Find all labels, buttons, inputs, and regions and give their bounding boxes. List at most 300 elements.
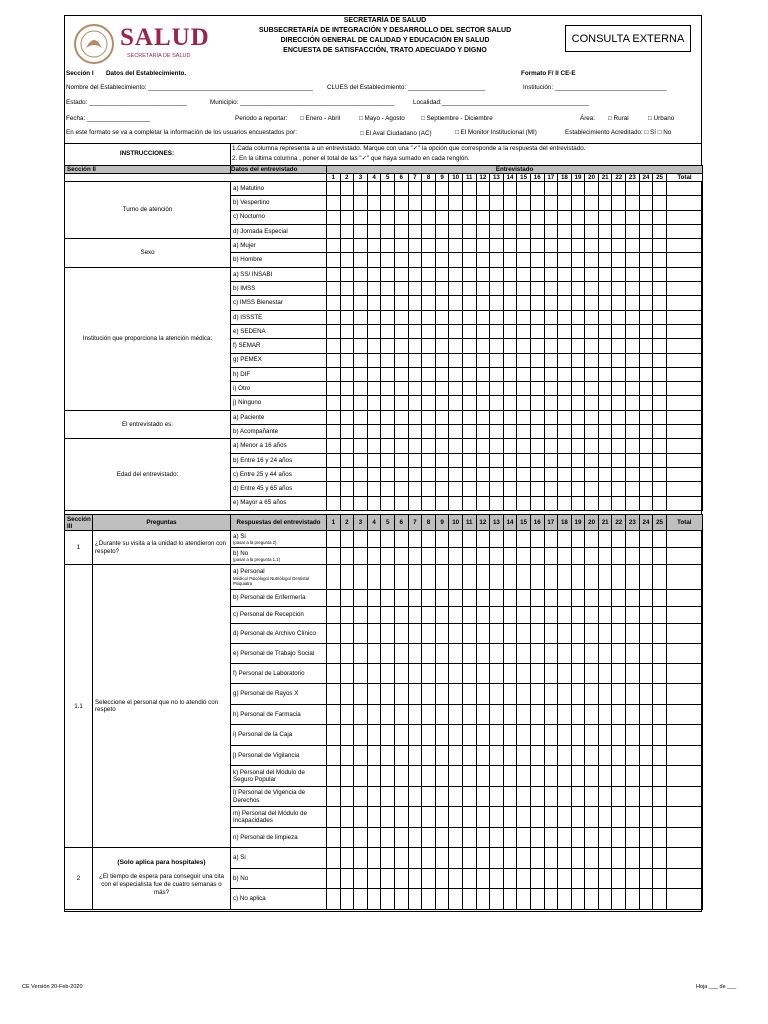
answer-cell[interactable] xyxy=(530,725,544,746)
total-cell[interactable] xyxy=(666,267,702,281)
answer-cell[interactable] xyxy=(422,253,436,267)
answer-cell[interactable] xyxy=(571,382,585,396)
answer-cell[interactable] xyxy=(490,467,504,481)
answer-cell[interactable] xyxy=(381,425,395,439)
answer-cell[interactable] xyxy=(544,210,558,224)
answer-cell[interactable] xyxy=(558,310,572,324)
answer-cell[interactable] xyxy=(544,787,558,807)
answer-cell[interactable] xyxy=(639,310,653,324)
answer-cell[interactable] xyxy=(381,324,395,338)
answer-cell[interactable] xyxy=(408,548,422,565)
answer-cell[interactable] xyxy=(490,339,504,353)
answer-cell[interactable] xyxy=(327,296,341,310)
answer-cell[interactable] xyxy=(585,496,599,510)
answer-cell[interactable] xyxy=(626,565,640,590)
answer-cell[interactable] xyxy=(449,296,463,310)
answer-cell[interactable] xyxy=(585,590,599,607)
periodo-mayo-checkbox[interactable]: □ Mayo - Agosto xyxy=(359,115,405,122)
answer-cell[interactable] xyxy=(381,725,395,746)
answer-cell[interactable] xyxy=(354,848,368,869)
answer-cell[interactable] xyxy=(571,425,585,439)
answer-cell[interactable] xyxy=(558,453,572,467)
answer-cell[interactable] xyxy=(585,382,599,396)
answer-cell[interactable] xyxy=(381,439,395,453)
answer-cell[interactable] xyxy=(544,339,558,353)
answer-cell[interactable] xyxy=(503,828,517,848)
answer-cell[interactable] xyxy=(327,253,341,267)
answer-cell[interactable] xyxy=(462,624,476,644)
answer-cell[interactable] xyxy=(354,425,368,439)
answer-cell[interactable] xyxy=(354,382,368,396)
answer-cell[interactable] xyxy=(598,787,612,807)
answer-cell[interactable] xyxy=(626,410,640,424)
answer-cell[interactable] xyxy=(571,548,585,565)
answer-cell[interactable] xyxy=(367,664,381,684)
answer-cell[interactable] xyxy=(381,453,395,467)
answer-cell[interactable] xyxy=(558,267,572,281)
answer-cell[interactable] xyxy=(639,367,653,381)
answer-cell[interactable] xyxy=(394,482,408,496)
answer-cell[interactable] xyxy=(585,196,599,210)
answer-cell[interactable] xyxy=(394,196,408,210)
answer-cell[interactable] xyxy=(449,889,463,910)
answer-cell[interactable] xyxy=(490,353,504,367)
answer-cell[interactable] xyxy=(612,224,626,238)
answer-cell[interactable] xyxy=(544,828,558,848)
answer-cell[interactable] xyxy=(490,382,504,396)
answer-cell[interactable] xyxy=(585,439,599,453)
answer-cell[interactable] xyxy=(354,590,368,607)
answer-cell[interactable] xyxy=(598,324,612,338)
answer-cell[interactable] xyxy=(340,531,354,548)
answer-cell[interactable] xyxy=(490,807,504,828)
answer-cell[interactable] xyxy=(544,296,558,310)
answer-cell[interactable] xyxy=(408,848,422,869)
answer-cell[interactable] xyxy=(503,482,517,496)
answer-cell[interactable] xyxy=(422,766,436,787)
answer-cell[interactable] xyxy=(422,410,436,424)
answer-cell[interactable] xyxy=(354,439,368,453)
answer-cell[interactable] xyxy=(544,725,558,746)
answer-cell[interactable] xyxy=(558,482,572,496)
answer-cell[interactable] xyxy=(381,531,395,548)
answer-cell[interactable] xyxy=(571,196,585,210)
answer-cell[interactable] xyxy=(327,310,341,324)
answer-cell[interactable] xyxy=(435,267,449,281)
answer-cell[interactable] xyxy=(422,607,436,624)
total-cell[interactable] xyxy=(666,664,702,684)
answer-cell[interactable] xyxy=(517,453,531,467)
answer-cell[interactable] xyxy=(367,467,381,481)
answer-cell[interactable] xyxy=(626,310,640,324)
answer-cell[interactable] xyxy=(558,353,572,367)
answer-cell[interactable] xyxy=(558,565,572,590)
answer-cell[interactable] xyxy=(449,453,463,467)
answer-cell[interactable] xyxy=(558,725,572,746)
answer-cell[interactable] xyxy=(476,453,490,467)
answer-cell[interactable] xyxy=(639,396,653,410)
answer-cell[interactable] xyxy=(530,565,544,590)
answer-cell[interactable] xyxy=(340,868,354,889)
answer-cell[interactable] xyxy=(598,282,612,296)
total-cell[interactable] xyxy=(666,324,702,338)
answer-cell[interactable] xyxy=(408,496,422,510)
answer-cell[interactable] xyxy=(598,746,612,766)
answer-cell[interactable] xyxy=(340,396,354,410)
answer-cell[interactable] xyxy=(435,382,449,396)
answer-cell[interactable] xyxy=(422,296,436,310)
answer-cell[interactable] xyxy=(503,396,517,410)
answer-cell[interactable] xyxy=(408,367,422,381)
answer-cell[interactable] xyxy=(653,565,667,590)
answer-cell[interactable] xyxy=(340,296,354,310)
answer-cell[interactable] xyxy=(598,807,612,828)
answer-cell[interactable] xyxy=(558,705,572,725)
answer-cell[interactable] xyxy=(462,746,476,766)
total-cell[interactable] xyxy=(666,889,702,910)
answer-cell[interactable] xyxy=(639,239,653,253)
answer-cell[interactable] xyxy=(381,239,395,253)
answer-cell[interactable] xyxy=(394,725,408,746)
answer-cell[interactable] xyxy=(435,296,449,310)
answer-cell[interactable] xyxy=(381,224,395,238)
answer-cell[interactable] xyxy=(558,684,572,705)
answer-cell[interactable] xyxy=(327,725,341,746)
answer-cell[interactable] xyxy=(585,548,599,565)
answer-cell[interactable] xyxy=(367,439,381,453)
answer-cell[interactable] xyxy=(585,684,599,705)
answer-cell[interactable] xyxy=(449,766,463,787)
answer-cell[interactable] xyxy=(367,324,381,338)
answer-cell[interactable] xyxy=(381,624,395,644)
total-cell[interactable] xyxy=(666,565,702,590)
answer-cell[interactable] xyxy=(639,828,653,848)
answer-cell[interactable] xyxy=(558,590,572,607)
answer-cell[interactable] xyxy=(462,766,476,787)
answer-cell[interactable] xyxy=(394,807,408,828)
answer-cell[interactable] xyxy=(408,339,422,353)
answer-cell[interactable] xyxy=(490,607,504,624)
answer-cell[interactable] xyxy=(367,828,381,848)
answer-cell[interactable] xyxy=(408,396,422,410)
answer-cell[interactable] xyxy=(585,828,599,848)
answer-cell[interactable] xyxy=(639,339,653,353)
answer-cell[interactable] xyxy=(626,324,640,338)
answer-cell[interactable] xyxy=(367,425,381,439)
aval-checkbox[interactable]: □ El Aval Ciudadano (AC) xyxy=(360,130,432,137)
answer-cell[interactable] xyxy=(503,565,517,590)
answer-cell[interactable] xyxy=(490,565,504,590)
answer-cell[interactable] xyxy=(653,607,667,624)
answer-cell[interactable] xyxy=(585,239,599,253)
answer-cell[interactable] xyxy=(340,453,354,467)
periodo-enero-checkbox[interactable]: □ Enero - Abril xyxy=(300,115,341,122)
answer-cell[interactable] xyxy=(476,382,490,396)
answer-cell[interactable] xyxy=(530,425,544,439)
answer-cell[interactable] xyxy=(571,725,585,746)
answer-cell[interactable] xyxy=(639,590,653,607)
answer-cell[interactable] xyxy=(653,467,667,481)
answer-cell[interactable] xyxy=(327,196,341,210)
answer-cell[interactable] xyxy=(530,353,544,367)
answer-cell[interactable] xyxy=(394,224,408,238)
answer-cell[interactable] xyxy=(340,182,354,196)
answer-cell[interactable] xyxy=(653,664,667,684)
answer-cell[interactable] xyxy=(653,339,667,353)
answer-cell[interactable] xyxy=(394,353,408,367)
answer-cell[interactable] xyxy=(517,787,531,807)
answer-cell[interactable] xyxy=(340,644,354,664)
answer-cell[interactable] xyxy=(462,548,476,565)
answer-cell[interactable] xyxy=(558,439,572,453)
answer-cell[interactable] xyxy=(449,624,463,644)
answer-cell[interactable] xyxy=(490,210,504,224)
answer-cell[interactable] xyxy=(503,664,517,684)
answer-cell[interactable] xyxy=(585,425,599,439)
answer-cell[interactable] xyxy=(435,828,449,848)
answer-cell[interactable] xyxy=(340,607,354,624)
answer-cell[interactable] xyxy=(327,644,341,664)
total-cell[interactable] xyxy=(666,644,702,664)
answer-cell[interactable] xyxy=(626,590,640,607)
answer-cell[interactable] xyxy=(367,282,381,296)
answer-cell[interactable] xyxy=(327,239,341,253)
answer-cell[interactable] xyxy=(503,182,517,196)
answer-cell[interactable] xyxy=(394,868,408,889)
answer-cell[interactable] xyxy=(626,531,640,548)
answer-cell[interactable] xyxy=(517,296,531,310)
total-cell[interactable] xyxy=(666,353,702,367)
answer-cell[interactable] xyxy=(571,253,585,267)
answer-cell[interactable] xyxy=(517,684,531,705)
answer-cell[interactable] xyxy=(449,787,463,807)
answer-cell[interactable] xyxy=(327,746,341,766)
answer-cell[interactable] xyxy=(381,868,395,889)
answer-cell[interactable] xyxy=(503,239,517,253)
answer-cell[interactable] xyxy=(340,439,354,453)
answer-cell[interactable] xyxy=(503,353,517,367)
answer-cell[interactable] xyxy=(571,746,585,766)
answer-cell[interactable] xyxy=(517,267,531,281)
answer-cell[interactable] xyxy=(653,531,667,548)
answer-cell[interactable] xyxy=(394,496,408,510)
answer-cell[interactable] xyxy=(408,267,422,281)
answer-cell[interactable] xyxy=(408,828,422,848)
answer-cell[interactable] xyxy=(422,889,436,910)
answer-cell[interactable] xyxy=(476,746,490,766)
answer-cell[interactable] xyxy=(422,705,436,725)
answer-cell[interactable] xyxy=(530,548,544,565)
answer-cell[interactable] xyxy=(653,766,667,787)
answer-cell[interactable] xyxy=(653,828,667,848)
answer-cell[interactable] xyxy=(354,705,368,725)
total-cell[interactable] xyxy=(666,868,702,889)
answer-cell[interactable] xyxy=(571,324,585,338)
answer-cell[interactable] xyxy=(517,644,531,664)
answer-cell[interactable] xyxy=(449,367,463,381)
answer-cell[interactable] xyxy=(517,339,531,353)
answer-cell[interactable] xyxy=(598,210,612,224)
answer-cell[interactable] xyxy=(422,590,436,607)
answer-cell[interactable] xyxy=(408,787,422,807)
answer-cell[interactable] xyxy=(435,624,449,644)
answer-cell[interactable] xyxy=(612,396,626,410)
answer-cell[interactable] xyxy=(585,664,599,684)
answer-cell[interactable] xyxy=(327,210,341,224)
answer-cell[interactable] xyxy=(340,410,354,424)
answer-cell[interactable] xyxy=(449,848,463,869)
answer-cell[interactable] xyxy=(354,746,368,766)
answer-cell[interactable] xyxy=(449,339,463,353)
answer-cell[interactable] xyxy=(639,410,653,424)
answer-cell[interactable] xyxy=(585,807,599,828)
answer-cell[interactable] xyxy=(517,807,531,828)
answer-cell[interactable] xyxy=(394,382,408,396)
answer-cell[interactable] xyxy=(626,868,640,889)
answer-cell[interactable] xyxy=(340,548,354,565)
answer-cell[interactable] xyxy=(462,705,476,725)
answer-cell[interactable] xyxy=(476,807,490,828)
answer-cell[interactable] xyxy=(381,253,395,267)
answer-cell[interactable] xyxy=(517,482,531,496)
answer-cell[interactable] xyxy=(530,848,544,869)
answer-cell[interactable] xyxy=(626,848,640,869)
answer-cell[interactable] xyxy=(435,310,449,324)
answer-cell[interactable] xyxy=(327,607,341,624)
answer-cell[interactable] xyxy=(530,367,544,381)
answer-cell[interactable] xyxy=(544,868,558,889)
answer-cell[interactable] xyxy=(558,196,572,210)
answer-cell[interactable] xyxy=(598,196,612,210)
answer-cell[interactable] xyxy=(517,310,531,324)
answer-cell[interactable] xyxy=(422,746,436,766)
answer-cell[interactable] xyxy=(639,196,653,210)
answer-cell[interactable] xyxy=(530,224,544,238)
answer-cell[interactable] xyxy=(503,310,517,324)
answer-cell[interactable] xyxy=(327,590,341,607)
answer-cell[interactable] xyxy=(340,590,354,607)
answer-cell[interactable] xyxy=(340,482,354,496)
answer-cell[interactable] xyxy=(626,267,640,281)
answer-cell[interactable] xyxy=(354,367,368,381)
answer-cell[interactable] xyxy=(354,624,368,644)
answer-cell[interactable] xyxy=(449,267,463,281)
answer-cell[interactable] xyxy=(462,684,476,705)
answer-cell[interactable] xyxy=(381,496,395,510)
answer-cell[interactable] xyxy=(367,787,381,807)
answer-cell[interactable] xyxy=(612,339,626,353)
answer-cell[interactable] xyxy=(394,267,408,281)
answer-cell[interactable] xyxy=(476,624,490,644)
answer-cell[interactable] xyxy=(449,548,463,565)
answer-cell[interactable] xyxy=(585,607,599,624)
answer-cell[interactable] xyxy=(449,807,463,828)
answer-cell[interactable] xyxy=(571,644,585,664)
answer-cell[interactable] xyxy=(354,253,368,267)
answer-cell[interactable] xyxy=(422,382,436,396)
answer-cell[interactable] xyxy=(394,766,408,787)
answer-cell[interactable] xyxy=(490,787,504,807)
answer-cell[interactable] xyxy=(598,353,612,367)
answer-cell[interactable] xyxy=(394,644,408,664)
answer-cell[interactable] xyxy=(381,396,395,410)
answer-cell[interactable] xyxy=(585,725,599,746)
answer-cell[interactable] xyxy=(327,482,341,496)
answer-cell[interactable] xyxy=(490,296,504,310)
answer-cell[interactable] xyxy=(571,607,585,624)
answer-cell[interactable] xyxy=(462,196,476,210)
answer-cell[interactable] xyxy=(544,196,558,210)
answer-cell[interactable] xyxy=(530,182,544,196)
answer-cell[interactable] xyxy=(435,253,449,267)
answer-cell[interactable] xyxy=(639,664,653,684)
answer-cell[interactable] xyxy=(503,807,517,828)
answer-cell[interactable] xyxy=(639,624,653,644)
answer-cell[interactable] xyxy=(381,467,395,481)
answer-cell[interactable] xyxy=(422,425,436,439)
answer-cell[interactable] xyxy=(476,889,490,910)
answer-cell[interactable] xyxy=(394,607,408,624)
answer-cell[interactable] xyxy=(394,684,408,705)
answer-cell[interactable] xyxy=(571,807,585,828)
answer-cell[interactable] xyxy=(558,548,572,565)
answer-cell[interactable] xyxy=(340,828,354,848)
answer-cell[interactable] xyxy=(544,453,558,467)
answer-cell[interactable] xyxy=(612,439,626,453)
answer-cell[interactable] xyxy=(626,224,640,238)
answer-cell[interactable] xyxy=(544,382,558,396)
answer-cell[interactable] xyxy=(449,324,463,338)
answer-cell[interactable] xyxy=(653,382,667,396)
answer-cell[interactable] xyxy=(476,224,490,238)
answer-cell[interactable] xyxy=(394,324,408,338)
answer-cell[interactable] xyxy=(435,644,449,664)
answer-cell[interactable] xyxy=(476,787,490,807)
answer-cell[interactable] xyxy=(598,664,612,684)
answer-cell[interactable] xyxy=(585,267,599,281)
total-cell[interactable] xyxy=(666,746,702,766)
answer-cell[interactable] xyxy=(517,565,531,590)
answer-cell[interactable] xyxy=(462,224,476,238)
answer-cell[interactable] xyxy=(476,410,490,424)
answer-cell[interactable] xyxy=(381,482,395,496)
answer-cell[interactable] xyxy=(571,453,585,467)
answer-cell[interactable] xyxy=(422,367,436,381)
answer-cell[interactable] xyxy=(653,239,667,253)
answer-cell[interactable] xyxy=(503,467,517,481)
answer-cell[interactable] xyxy=(367,607,381,624)
answer-cell[interactable] xyxy=(503,868,517,889)
answer-cell[interactable] xyxy=(462,590,476,607)
answer-cell[interactable] xyxy=(462,310,476,324)
answer-cell[interactable] xyxy=(394,746,408,766)
answer-cell[interactable] xyxy=(558,746,572,766)
answer-cell[interactable] xyxy=(544,496,558,510)
answer-cell[interactable] xyxy=(598,828,612,848)
answer-cell[interactable] xyxy=(571,766,585,787)
answer-cell[interactable] xyxy=(598,766,612,787)
answer-cell[interactable] xyxy=(653,848,667,869)
answer-cell[interactable] xyxy=(449,590,463,607)
answer-cell[interactable] xyxy=(462,410,476,424)
answer-cell[interactable] xyxy=(571,224,585,238)
answer-cell[interactable] xyxy=(394,531,408,548)
answer-cell[interactable] xyxy=(422,267,436,281)
answer-cell[interactable] xyxy=(435,787,449,807)
answer-cell[interactable] xyxy=(612,324,626,338)
answer-cell[interactable] xyxy=(408,296,422,310)
answer-cell[interactable] xyxy=(462,644,476,664)
